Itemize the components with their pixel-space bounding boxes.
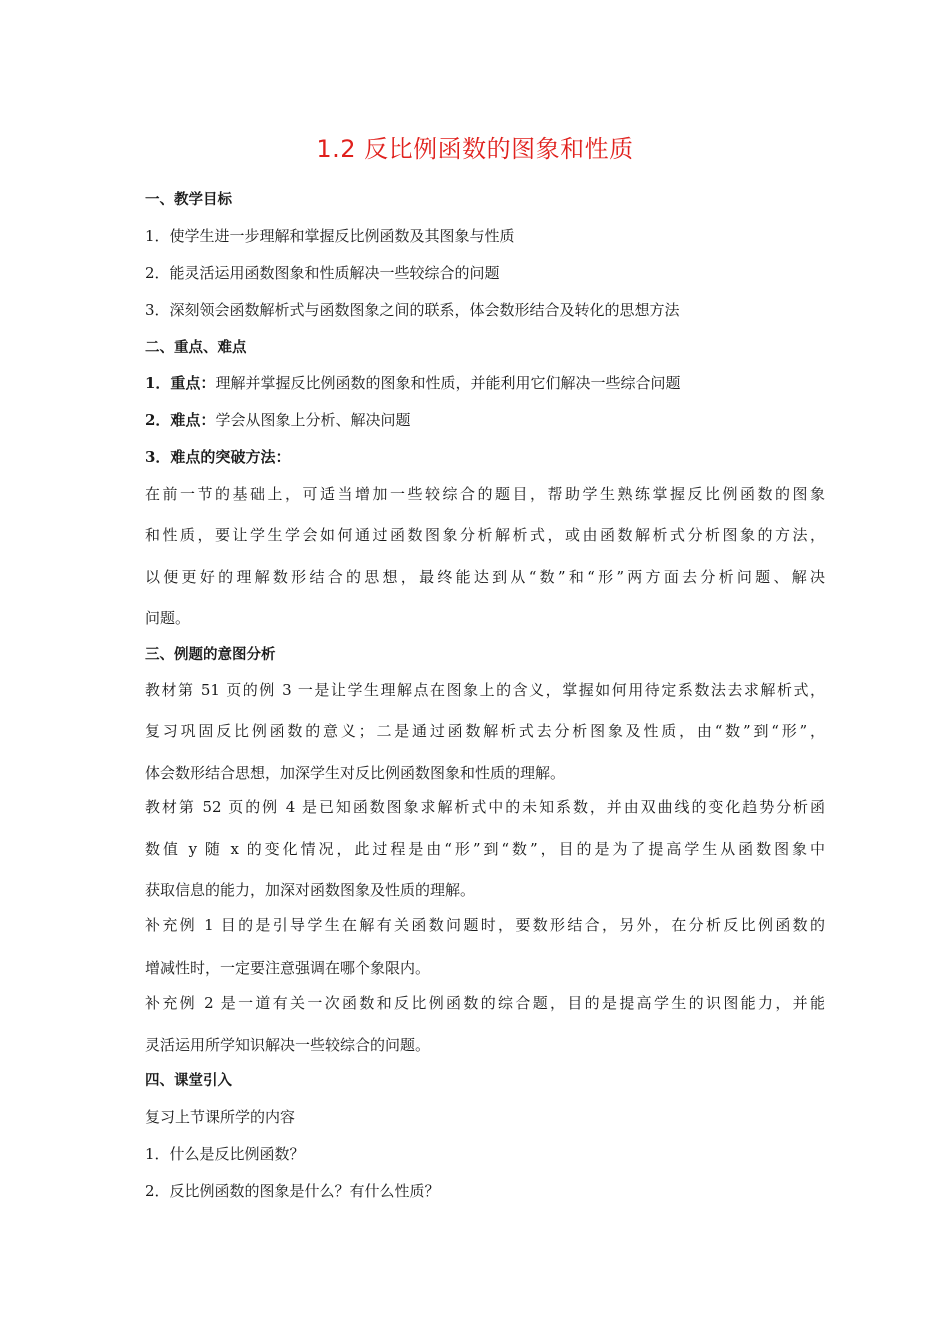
difficulty-line — [145, 409, 825, 431]
objective-item: 1．使学生进一步理解和掌握反比例函数及其图象与性质 — [145, 227, 515, 245]
intro-text: 复习上节课所学的内容 — [145, 1108, 296, 1126]
intro-question: 1．什么是反比例函数？ — [145, 1145, 305, 1163]
section-heading-objectives: 一、教学目标 — [145, 192, 232, 208]
paragraph-line: 数值 y 随 x 的变化情况，此过程是由“形”到“数”，目的是为了提高学生从函数图象中 — [145, 840, 825, 858]
paragraph-line: 问题。 — [145, 609, 191, 627]
paragraph-line: 以便更好的理解数形结合的思想，最终能达到从“数”和“形”两方面去分析问题、解决 — [145, 568, 825, 586]
document-title: 1.2 反比例函数的图象和性质 — [316, 135, 634, 163]
paragraph-line: 灵活运用所学知识解决一些较综合的问题。 — [145, 1036, 431, 1054]
section-heading-introduction: 四、课堂引入 — [145, 1073, 232, 1089]
key-point-text: 理解并掌握反比例函数的图象和性质，并能利用它们解决一些综合问题 — [215, 374, 681, 392]
objective-item: 3．深刻领会函数解析式与函数图象之间的联系，体会数形结合及转化的思想方法 — [145, 301, 680, 319]
key-point-label: 1．重点： — [145, 374, 216, 392]
paragraph-line: 教材第 52 页的例 4 是已知函数图象求解析式中的未知系数，并由双曲线的变化趋势分析函 — [145, 798, 825, 816]
paragraph-line: 增减性时，一定要注意强调在哪个象限内。 — [145, 959, 431, 977]
intro-question: 2．反比例函数的图象是什么？有什么性质？ — [145, 1182, 440, 1200]
paragraph-line: 体会数形结合思想，加深学生对反比例函数图象和性质的理解。 — [145, 764, 566, 782]
difficulty-text: 学会从图象上分析、解决问题 — [215, 411, 411, 429]
section-heading-key-points: 二、重点、难点 — [145, 340, 247, 356]
paragraph-line: 在前一节的基础上，可适当增加一些较综合的题目，帮助学生熟练掌握反比例函数的图象 — [145, 485, 825, 503]
paragraph-line: 教材第 51 页的例 3 一是让学生理解点在图象上的含义，掌握如何用待定系数法去求解析式， — [145, 681, 825, 699]
paragraph-line: 获取信息的能力，加深对函数图象及性质的理解。 — [145, 881, 476, 899]
difficulty-label: 2．难点： — [145, 411, 216, 429]
key-point-line — [145, 372, 825, 394]
paragraph-line: 补充例 1 目的是引导学生在解有关函数问题时，要数形结合，另外，在分析反比例函数的 — [145, 916, 825, 934]
paragraph-line: 复习巩固反比例函数的意义；二是通过函数解析式去分析图象及性质，由“数”到“形”， — [145, 722, 825, 740]
paragraph-line: 和性质，要让学生学会如何通过函数图象分析解析式，或由函数解析式分析图象的方法， — [145, 526, 825, 544]
paragraph-line: 补充例 2 是一道有关一次函数和反比例函数的综合题，目的是提高学生的识图能力，并能 — [145, 994, 825, 1012]
breakthrough-method-label: 3．难点的突破方法： — [145, 448, 291, 466]
objective-item: 2．能灵活运用函数图象和性质解决一些较综合的问题 — [145, 264, 500, 282]
section-heading-example-analysis: 三、例题的意图分析 — [145, 647, 276, 663]
